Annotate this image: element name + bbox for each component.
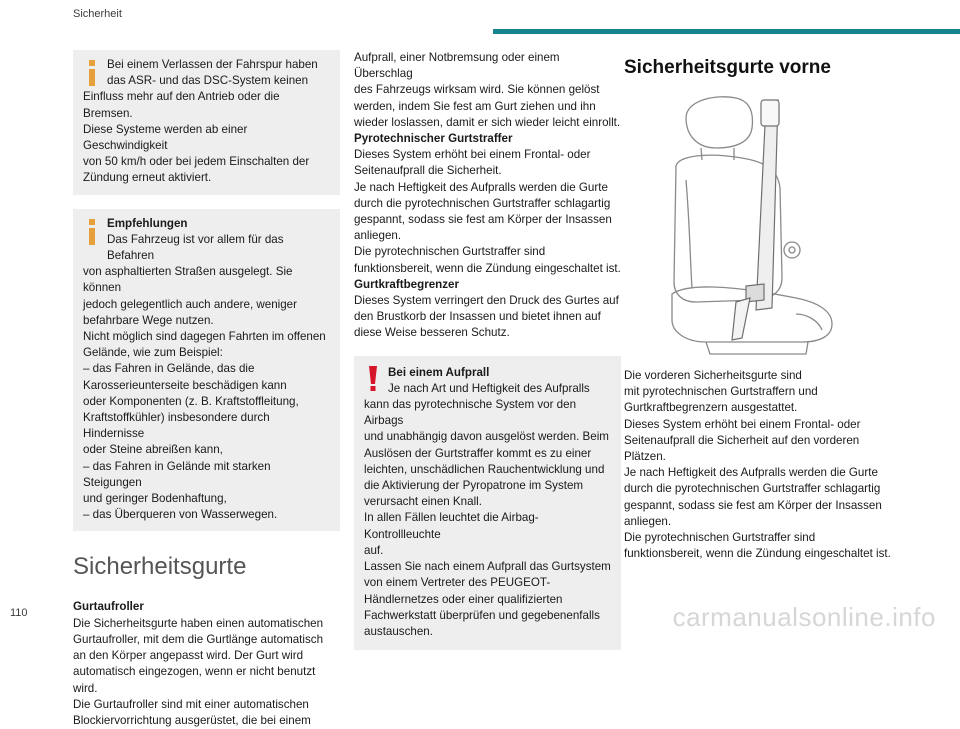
text-line: leichten, unschädlichen Rauchentwicklung und <box>364 462 605 476</box>
text-line: des Fahrzeugs wirksam wird. Sie können gelöst <box>354 83 600 97</box>
text-line: von einem Vertreter des PEUGEOT- <box>364 576 551 590</box>
limiter-text <box>354 293 621 342</box>
column-right <box>624 50 900 562</box>
text-line: Händlernetzes oder einer qualifizierten <box>364 592 563 606</box>
warning-indented <box>364 381 613 397</box>
text-line: verursacht einen Knall. <box>364 495 482 509</box>
text-line: Die Sicherheitsgurte haben einen automatischen <box>73 616 324 630</box>
text-line: funktionsbereit, wenn die Zündung eingeschaltet ist. <box>624 547 891 561</box>
text-line: von asphaltierten Straßen ausgelegt. Sie können <box>83 265 293 295</box>
text-line: Kraftstoffkühler) insbesondere durch Hindernisse <box>83 411 270 441</box>
text-line: Bei einem Verlassen der Fahrspur haben <box>107 58 318 71</box>
column-middle <box>354 50 621 650</box>
column-left <box>73 50 340 729</box>
watermark: carmanualsonline.info <box>672 602 936 632</box>
section-title: Sicherheitsgurte <box>73 553 247 581</box>
text-line: kann das pyrotechnische System vor den Airbags <box>364 398 577 428</box>
text-line: Karosserieunterseite beschädigen kann <box>83 378 287 392</box>
info-box-recommendations-indented <box>83 232 332 264</box>
text-line: Je nach Heftigkeit des Aufpralls werden die Gurte <box>624 466 878 480</box>
limiter-title: Gurtkraftbegrenzer <box>354 277 460 291</box>
text-line: Blockiervorrichtung ausgerüstet, die bei einem <box>73 713 311 727</box>
text-line: Nicht möglich sind dagegen Fahrten im offenen <box>83 330 326 344</box>
pyro-text <box>354 147 621 277</box>
text-line: Gurtaufroller, mit dem die Gurtlänge automatisch <box>73 632 324 646</box>
info-box-recommendations <box>73 209 340 532</box>
info-box-lane-indented <box>83 57 332 89</box>
text-line: gespannt, sodass sie fest am Körper der Insassen <box>354 213 612 227</box>
retractor-text <box>73 616 340 729</box>
text-line: an den Körper angepasst wird. Der Gurt wird <box>73 649 304 663</box>
subsection-title: Gurtaufroller <box>73 600 144 614</box>
front-belts-text <box>624 368 900 562</box>
text-line: In allen Fällen leuchtet die Airbag-Kontrollleuchte <box>364 511 539 541</box>
warning-text <box>364 397 613 640</box>
text-line: Dieses System erhöht bei einem Frontal- oder <box>624 417 861 431</box>
info-icon <box>84 60 100 86</box>
text-line: jedoch gelegentlich auch andere, weniger <box>83 297 297 311</box>
text-line: – das Überqueren von Wasserwegen. <box>83 508 278 522</box>
text-line: Je nach Art und Heftigkeit des Aufpralls <box>388 381 590 395</box>
text-line: und unabhängig davon ausgelöst werden. Beim <box>364 430 609 444</box>
warning-box <box>354 356 621 650</box>
text-line: – das Fahren in Gelände mit starken Steigungen <box>83 459 271 489</box>
text-line: oder Steine abreißen kann, <box>83 443 223 457</box>
text-line: diese Weise besseren Schutz. <box>354 326 510 340</box>
text-line: Seitenaufprall die Sicherheit auf den vorderen <box>624 433 860 447</box>
section-header: Sicherheit <box>73 8 122 20</box>
text-line: Plätzen. <box>624 450 666 464</box>
text-line: Die Gurtaufroller sind mit einer automatischen <box>73 697 309 711</box>
text-line: automatisch eingezogen, wenn er nicht benutzt wird. <box>73 665 316 695</box>
text-line: den Brustkorb der Insassen und bietet ihnen auf <box>354 310 601 324</box>
info-box-lane <box>73 50 340 195</box>
text-line: mit pyrotechnischen Gurtstraffern und <box>624 385 818 399</box>
intro-text <box>354 50 621 131</box>
text-line: funktionsbereit, wenn die Zündung eingeschaltet ist. <box>354 261 621 275</box>
text-line: Die pyrotechnischen Gurtstraffer sind <box>354 245 546 259</box>
text-line: Seitenaufprall die Sicherheit. <box>354 164 502 178</box>
text-line: anliegen. <box>354 229 402 243</box>
pyro-title: Pyrotechnischer Gurtstraffer <box>354 132 513 146</box>
text-line: oder Komponenten (z. B. Kraftstoffleitung, <box>83 394 299 408</box>
text-line: von 50 km/h oder bei jedem Einschalten der <box>83 155 310 169</box>
header-accent-bar <box>493 29 960 34</box>
text-line: werden, indem Sie fest am Gurt ziehen und ihn <box>354 99 596 113</box>
text-line: Das Fahrzeug ist vor allem für das Befahren <box>107 232 284 263</box>
text-line: durch die pyrotechnischen Gurtstraffer schlagartig <box>354 196 611 210</box>
text-line: Gurtkraftbegrenzern ausgestattet. <box>624 401 798 415</box>
text-line: Diese Systeme werden ab einer Geschwindigkeit <box>83 122 248 153</box>
text-line: Einfluss mehr auf den Antrieb oder die Bremsen. <box>83 90 280 120</box>
text-line: das ASR- und das DSC-System keinen <box>107 74 309 88</box>
info-box-title: Empfehlungen <box>107 216 188 230</box>
info-box-recommendations-text <box>83 264 332 523</box>
text-line: Fachwerkstatt überprüfen und gegebenenfalls <box>364 608 600 622</box>
text-line: anliegen. <box>624 514 672 528</box>
warning-title: Bei einem Aufprall <box>388 365 490 379</box>
text-line: Lassen Sie nach einem Aufprall das Gurtsystem <box>364 560 611 574</box>
text-line: Gelände, wie zum Beispiel: <box>83 346 223 360</box>
text-line: befahrbare Wege nutzen. <box>83 313 214 327</box>
seat-belt-illustration <box>646 88 856 358</box>
info-box-lane-text <box>83 89 332 186</box>
text-line: und geringer Bodenhaftung, <box>83 492 227 506</box>
text-line: Aufprall, einer Notbremsung oder einem Überschlag <box>354 51 560 81</box>
text-line: Dieses System verringert den Druck des Gurtes auf <box>354 294 619 308</box>
page-number: 110 <box>10 607 28 619</box>
text-line: Dieses System erhöht bei einem Frontal- oder <box>354 148 591 162</box>
info-icon <box>84 219 100 245</box>
text-line: Zündung erneut aktiviert. <box>83 171 212 185</box>
text-line: austauschen. <box>364 624 433 638</box>
text-line: Die pyrotechnischen Gurtstraffer sind <box>624 531 816 545</box>
text-line: wieder loslassen, damit er sich wieder leicht einrollt. <box>354 115 621 129</box>
front-belts-title: Sicherheitsgurte vorne <box>624 57 831 78</box>
text-line: durch die pyrotechnischen Gurtstraffer schlagartig <box>624 482 881 496</box>
text-line: gespannt, sodass sie fest am Körper der Insassen <box>624 498 882 512</box>
text-line: Je nach Heftigkeit des Aufpralls werden die Gurte <box>354 180 608 194</box>
text-line: – das Fahren in Gelände, das die <box>83 362 255 376</box>
warning-icon <box>365 366 381 392</box>
text-line: die Aktivierung der Pyropatrone im System <box>364 479 584 493</box>
text-line: Die vorderen Sicherheitsgurte sind <box>624 369 802 382</box>
text-line: Auslösen der Gurtstraffer kommt es zu einer <box>364 446 592 460</box>
text-line: auf. <box>364 543 384 557</box>
